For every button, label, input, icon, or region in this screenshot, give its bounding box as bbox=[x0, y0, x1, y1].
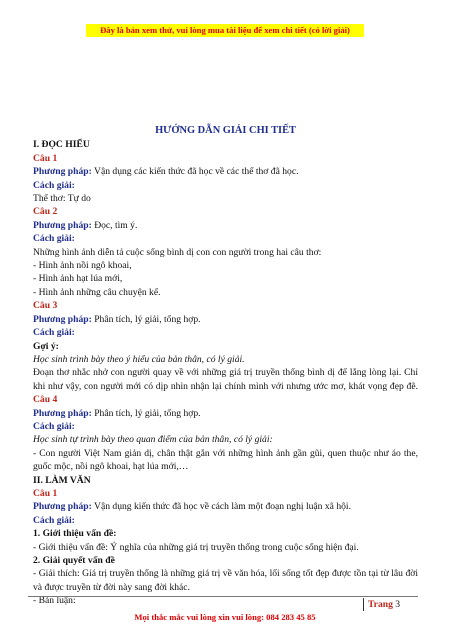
answer-paragraph bbox=[33, 366, 418, 406]
method-line bbox=[33, 313, 418, 326]
subheading: 1. Giới thiệu vấn đề: bbox=[33, 528, 117, 540]
hint-text: Học sinh trình bày theo ý hiểu của bản thân, có lý giải. bbox=[33, 353, 245, 365]
question-label: Câu 2 bbox=[33, 206, 58, 218]
method-label: Phương pháp: bbox=[33, 166, 92, 178]
answer-list-item: - Hình ảnh nồi ngô khoai, bbox=[33, 260, 132, 272]
section-heading-writing: II. LÀM VĂN bbox=[33, 474, 91, 486]
question-label: Câu 1 bbox=[33, 152, 58, 164]
answer-text: - Bàn luận: bbox=[33, 595, 76, 607]
contact-footer: Mọi thắc mắc vui lòng xin vui lòng: 084 283 45 85 bbox=[134, 612, 316, 622]
method-line bbox=[33, 219, 418, 232]
method-text: Phân tích, lý giải, tổng hợp. bbox=[91, 407, 201, 419]
subheading: 2. Giải quyết vấn đề bbox=[33, 555, 115, 566]
answer-text: Những hình ảnh diễn tả cuộc sống bình dị con con người trong hai câu thơ: bbox=[33, 246, 322, 258]
answer-text: Thể thơ: Tự do bbox=[33, 193, 91, 205]
page-number bbox=[368, 599, 400, 610]
method-label: Phương pháp: bbox=[33, 313, 92, 325]
method-text: Vận dụng các kiến thức đã học về các thể thơ đã học. bbox=[91, 166, 299, 178]
hint-text: Học sinh tự trình bày theo quan điểm của bản thân, có lý giải: bbox=[33, 434, 273, 446]
solution-label: Cách giải: bbox=[33, 233, 75, 245]
method-line bbox=[33, 500, 418, 513]
method-label: Phương pháp: bbox=[33, 407, 92, 419]
answer-paragraph: - Con người Việt Nam giản dị, chân thật gắn với những hình ảnh gần gũi, quen thuộc như áo the, guốc mộc, nồi ngô khoai, hạt lúa mới,… bbox=[33, 447, 418, 473]
preview-notice-banner: Đây là bản xem thử, vui lòng mua tài liệu để xem chi tiết (có lời giải) bbox=[86, 24, 364, 37]
method-label: Phương pháp: bbox=[33, 501, 92, 513]
page-number-divider bbox=[363, 598, 364, 611]
question-label: Câu 3 bbox=[33, 300, 58, 312]
page-number-label: Trang bbox=[368, 599, 393, 610]
answer-text: - Giới thiệu vấn đề: Ý nghĩa của những giá trị truyền thống trong cuộc sống hiện đại. bbox=[33, 541, 359, 553]
document-body bbox=[33, 124, 418, 608]
answer-paragraph-text: Đoạn thơ nhắc nhở con người quay về với những giá trị truyền thống bình dị để lắng lòng lại. Chỉ khi như vậy, con người mới có dịp nhìn nhận lại chính mình với nhưng ước mơ, khát vọng đẹp đẽ. bbox=[33, 367, 418, 392]
method-label: Phương pháp: bbox=[33, 219, 92, 231]
answer-list-item: - Hình ảnh những câu chuyện kể. bbox=[33, 286, 161, 298]
method-text: Phân tích, lý giải, tổng hợp. bbox=[91, 313, 201, 325]
hint-label: Gợi ý: bbox=[33, 340, 59, 352]
section-heading-reading: I. ĐỌC HIỂU bbox=[33, 139, 90, 151]
footer-divider bbox=[28, 596, 418, 597]
page-number-value: 3 bbox=[392, 599, 401, 610]
answer-list-item: - Hình ảnh hạt lúa mới, bbox=[33, 273, 123, 285]
page-title: HƯỚNG DẪN GIẢI CHI TIẾT bbox=[155, 125, 296, 136]
solution-label: Cách giải: bbox=[33, 420, 75, 432]
question-label: Câu 1 bbox=[33, 487, 58, 499]
solution-label: Cách giải: bbox=[33, 327, 75, 339]
solution-label: Cách giải: bbox=[33, 514, 75, 526]
method-line bbox=[33, 165, 418, 178]
method-line bbox=[33, 407, 418, 420]
answer-paragraph: - Giải thích: Giá trị truyền thống là những giá trị về văn hóa, lối sống tốt đẹp được tồn tại từ lâu đời và được truyền từ đời này sang đời khác. bbox=[33, 568, 418, 593]
method-text: Vận dụng kiến thức đã học về cách làm một đoạn nghị luận xã hội. bbox=[91, 501, 351, 513]
method-text: Đọc, tìm ý. bbox=[91, 219, 138, 231]
question-label: Câu 4 bbox=[33, 394, 58, 406]
solution-label: Cách giải: bbox=[33, 179, 75, 191]
